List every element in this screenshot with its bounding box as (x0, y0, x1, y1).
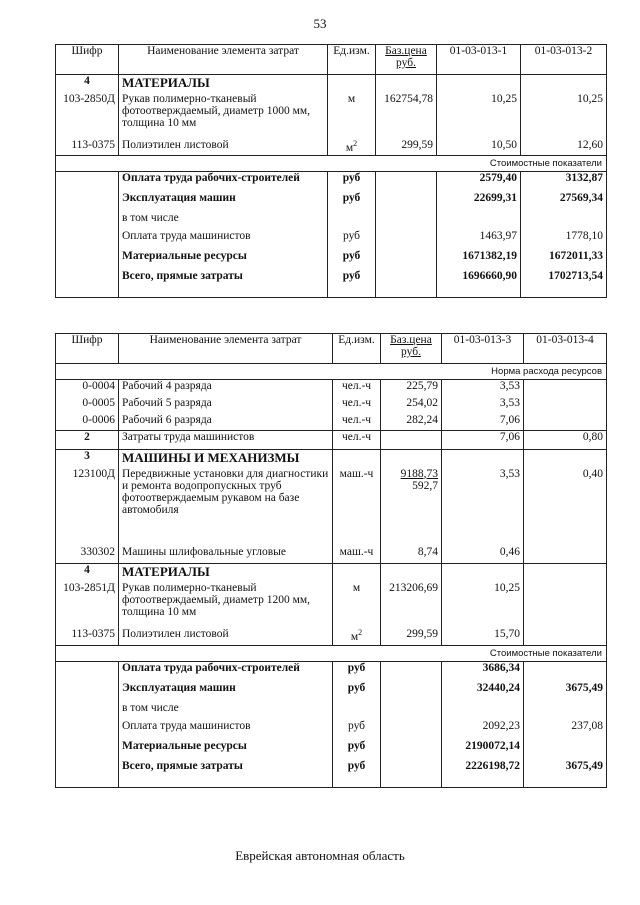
header-col-1: 01-03-013-1 (437, 45, 521, 75)
total-row: Оплата труда машинистов руб 2092,23 237,08 (56, 720, 607, 740)
band-label: Стоимостные показатели (56, 646, 607, 662)
total-row: Оплата труда машинистов руб 1463,97 1778,10 (56, 230, 607, 250)
band-label: Стоимостные показатели (56, 156, 607, 172)
cost-table-2 (55, 333, 607, 788)
header-col-2: 01-03-013-2 (521, 45, 607, 75)
header-code: Шифр (56, 334, 119, 364)
header-col-4: 01-03-013-4 (524, 334, 607, 364)
table-row: 103-2850Д Рукав полимерно-тканевый фотоотверждаемый, диаметр 1000 мм, толщина 10 мм м 162754,78 10,25 10,25 (56, 93, 607, 139)
total-row: Оплата труда рабочих-строителей руб 3686,34 (56, 662, 607, 682)
header-unit: Ед.изм. (328, 45, 376, 75)
total-row: Всего, прямые затраты руб 1696660,90 1702713,54 (56, 270, 607, 298)
total-row: Оплата труда рабочих-строителей руб 2579,40 3132,87 (56, 172, 607, 192)
table-row: 0-0005 Рабочий 5 разряда чел.-ч 254,02 3,53 (56, 397, 607, 414)
header-col-3: 01-03-013-3 (442, 334, 524, 364)
table-row: 113-0375 Полиэтилен листовой $м^2$ 299,59 15,70 (56, 628, 607, 646)
cost-table-1 (55, 44, 607, 298)
section-code: 4 (56, 564, 119, 582)
table-row: 330302 Машины шлифовальные угловые маш.-ч 8,74 0,46 (56, 546, 607, 564)
section-name: МАТЕРИАЛЫ (119, 564, 333, 582)
header-name: Наименование элемента затрат (119, 45, 328, 75)
table-row: 113-0375 Полиэтилен листовой $м^2$ 299,59 10,50 12,60 (56, 139, 607, 156)
totals-block-1 (56, 172, 607, 298)
total-row: Эксплуатация машин руб 32440,24 3675,49 (56, 682, 607, 702)
band-label-norm: Норма расхода ресурсов (56, 364, 607, 380)
table-row: 123100Д Передвижные установки для диагностики и ремонта водопропускных труб фотоотверждаемым рукавом на базе автомобиля маш.-ч 9188,73 592,7 3,53 0,40 (56, 468, 607, 546)
section-name: МАШИНЫ И МЕХАНИЗМЫ (119, 450, 333, 468)
total-row: Всего, прямые затраты руб 2226198,72 3675,49 (56, 760, 607, 788)
total-row: в том числе (56, 212, 607, 230)
header-price: Баз.цена руб. (381, 334, 442, 364)
totals-block-2 (56, 662, 607, 788)
page-number: 53 (313, 16, 327, 31)
section-name: МАТЕРИАЛЫ (119, 75, 328, 93)
total-row: Материальные ресурсы руб 2190072,14 (56, 740, 607, 760)
total-row: в том числе (56, 702, 607, 720)
header-code: Шифр (56, 45, 119, 75)
total-row: Материальные ресурсы руб 1671382,19 1672011,33 (56, 250, 607, 270)
table-row: 2 Затраты труда машинистов чел.-ч 7,06 0,80 (56, 431, 607, 450)
footer-region: Еврейская автономная область (235, 848, 405, 863)
table-row: 0-0006 Рабочий 6 разряда чел.-ч 282,24 7,06 (56, 414, 607, 431)
table-row: 0-0004 Рабочий 4 разряда чел.-ч 225,79 3,53 (56, 380, 607, 397)
header-name: Наименование элемента затрат (119, 334, 333, 364)
section-code: 3 (56, 450, 119, 468)
table-row: 103-2851Д Рукав полимерно-тканевый фотоотверждаемый, диаметр 1200 мм, толщина 10 мм м 213206,69 10,25 (56, 582, 607, 628)
section-code: 4 (56, 75, 119, 93)
header-price: Баз.цена руб. (376, 45, 437, 75)
header-unit: Ед.изм. (333, 334, 381, 364)
total-row: Эксплуатация машин руб 22699,31 27569,34 (56, 192, 607, 212)
